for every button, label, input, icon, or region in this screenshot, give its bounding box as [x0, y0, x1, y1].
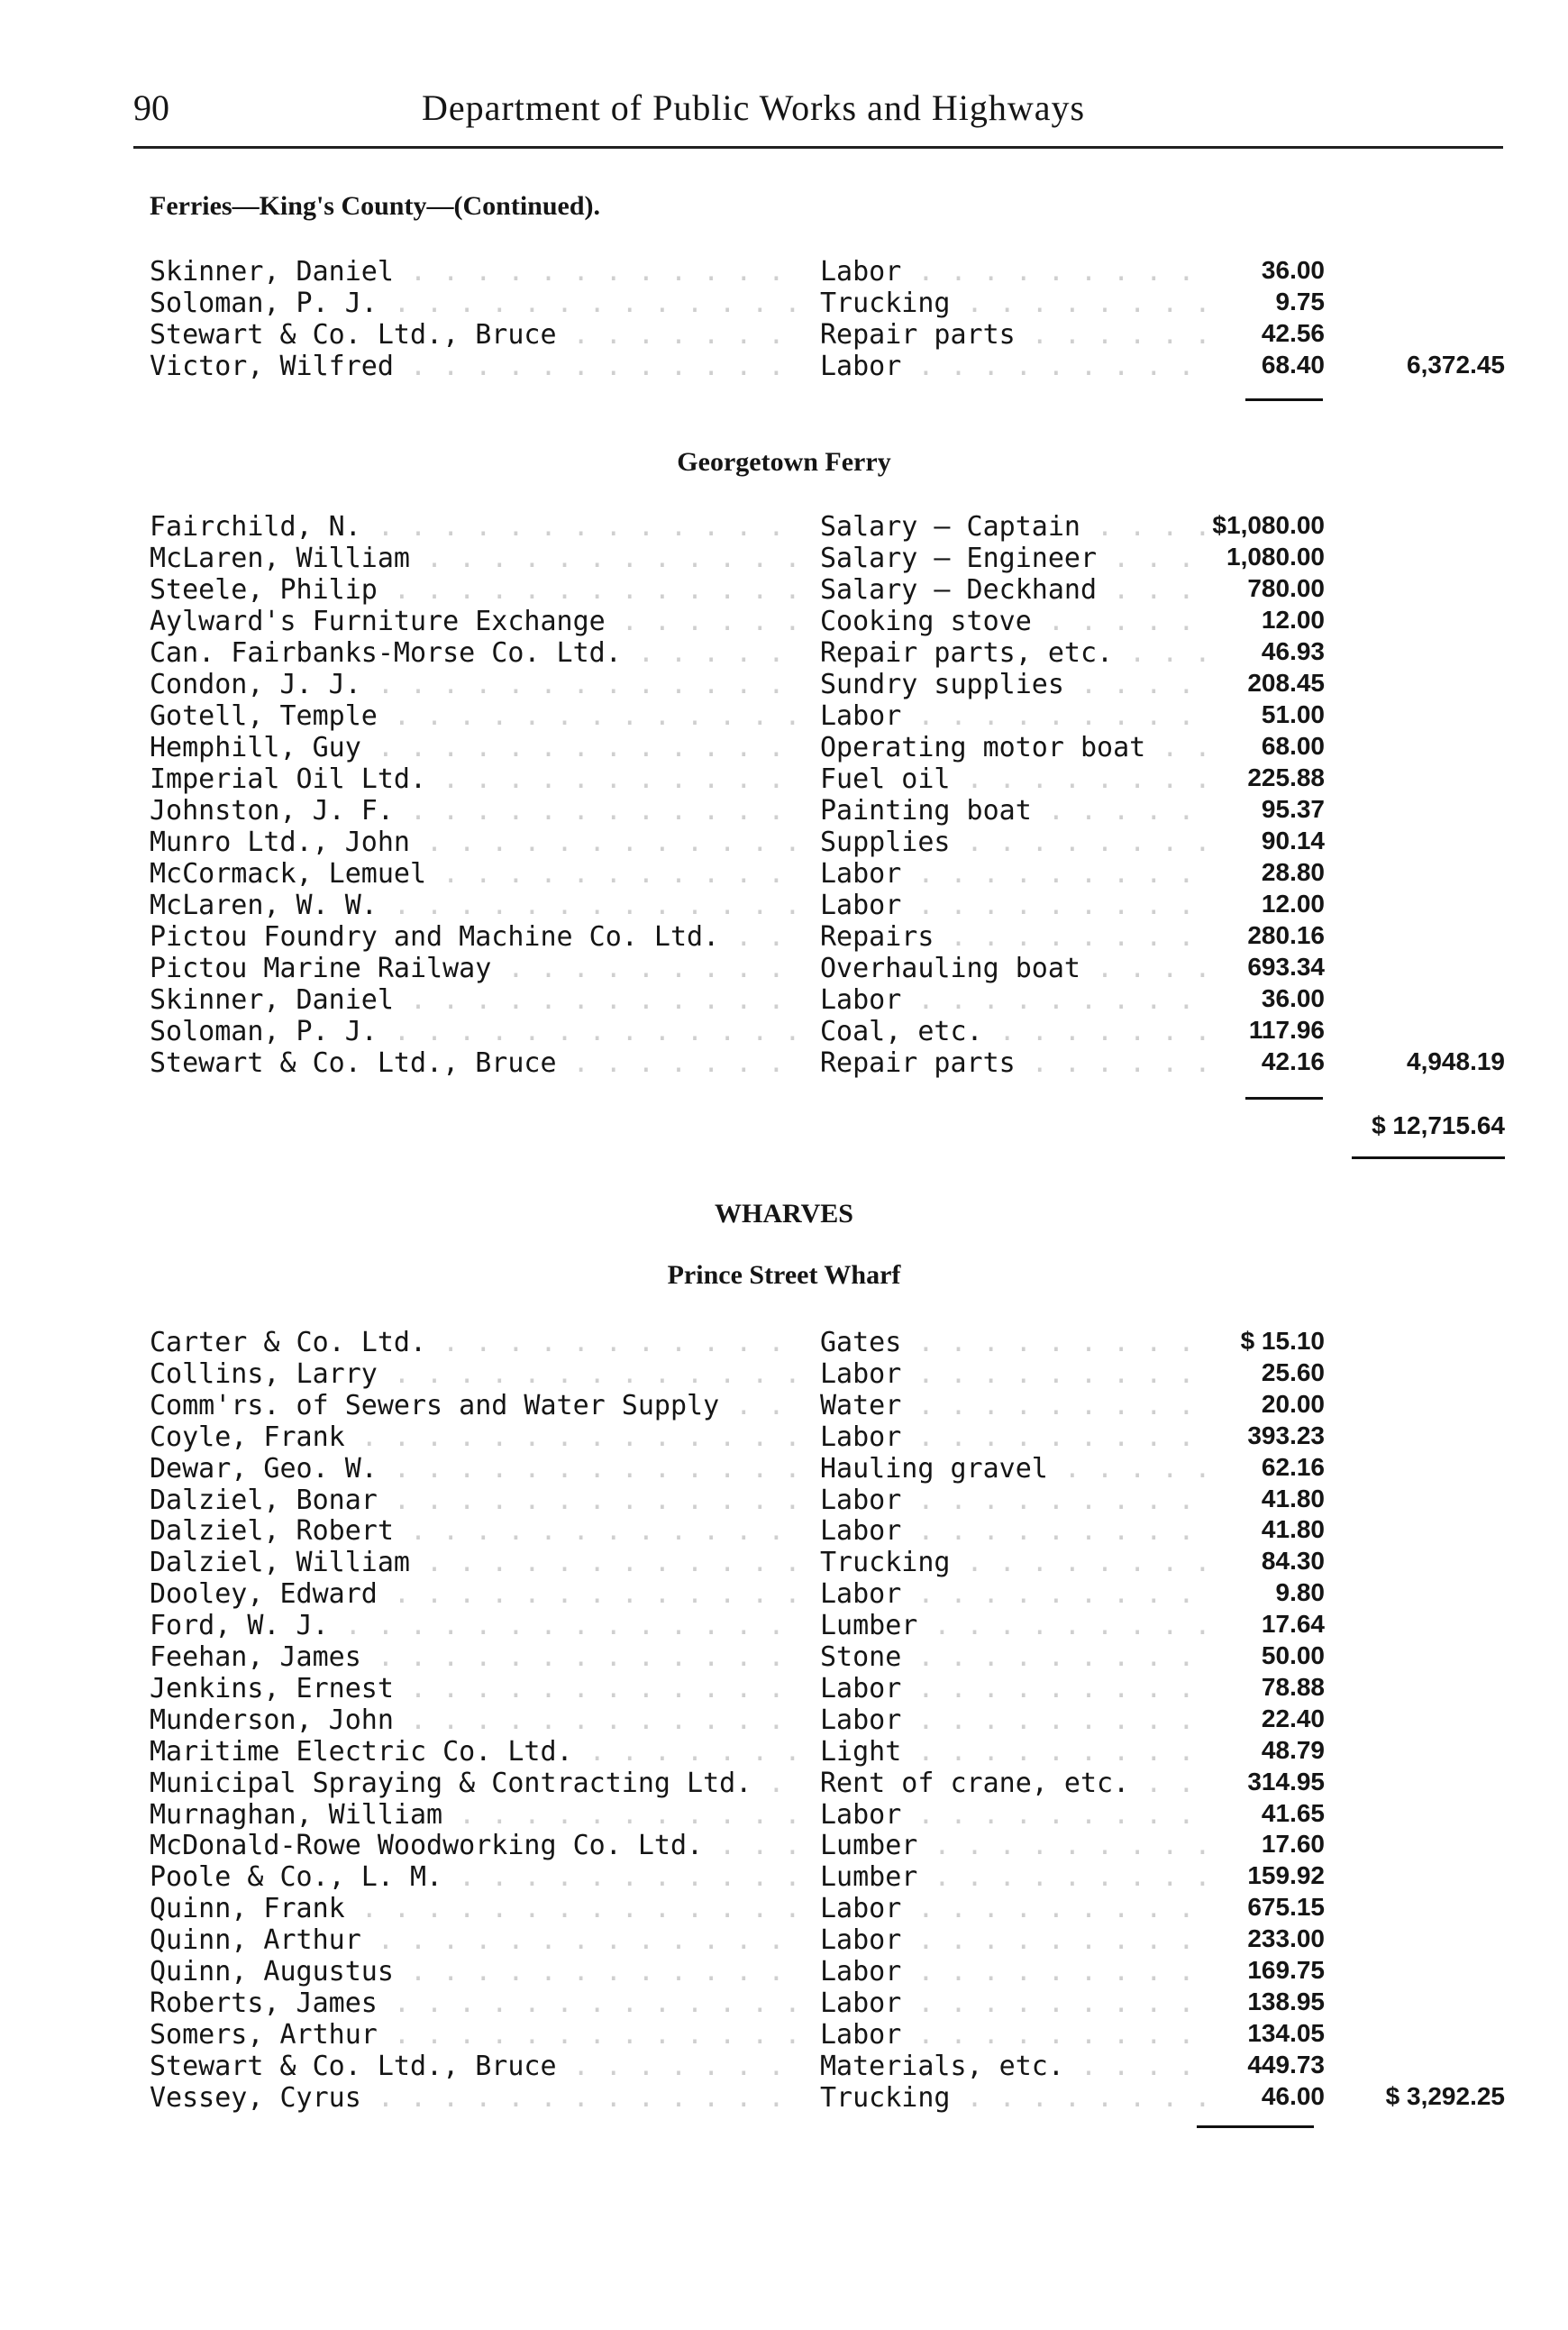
expense-item: Labor . . .	[820, 984, 1208, 1016]
expense-item: Stone . . .	[820, 1641, 1208, 1673]
payee-name: Pictou Foundry and Machine Co. Ltd. . . .	[150, 921, 798, 953]
ledger-row	[0, 1453, 1568, 1485]
payee-name: Gotell, Temple . . .	[150, 700, 798, 732]
expense-item: Labor . . .	[820, 1485, 1208, 1516]
payee-name: Dalziel, Bonar . . .	[150, 1485, 798, 1516]
amount: 280.16	[1247, 921, 1325, 949]
expense-item: Labor . . .	[820, 1987, 1208, 2019]
ledger-row	[0, 574, 1568, 606]
payee-name: Munro Ltd., John . . .	[150, 827, 798, 858]
amount: 95.37	[1261, 795, 1325, 823]
expense-item: Labor . . .	[820, 1924, 1208, 1956]
ledger-row	[0, 669, 1568, 700]
amount: 17.60	[1261, 1830, 1325, 1859]
section-heading-wharves: WHARVES	[715, 1199, 853, 1229]
expense-item: Salary — Captain . . .	[820, 511, 1208, 543]
ledger-row	[0, 1924, 1568, 1956]
expense-item: Labor . . .	[820, 1673, 1208, 1704]
amount: 233.00	[1247, 1924, 1325, 1953]
expense-item: Labor . . .	[820, 351, 1208, 382]
payee-name: Murnaghan, William . . .	[150, 1799, 798, 1831]
ledger-row	[0, 1578, 1568, 1610]
ledger-row	[0, 2051, 1568, 2082]
amount: 449.73	[1247, 2050, 1325, 2079]
expense-item: Salary — Deckhand . . .	[820, 574, 1208, 606]
ledger-row	[0, 2019, 1568, 2051]
payee-name: Soloman, P. J. . . .	[150, 1016, 798, 1047]
expense-item: Labor . . .	[820, 858, 1208, 890]
ledger-row	[0, 700, 1568, 732]
payee-name: Somers, Arthur . . .	[150, 2019, 798, 2051]
amount: 22.40	[1261, 1704, 1325, 1732]
expense-item: Repairs . . .	[820, 921, 1208, 953]
payee-name: Imperial Oil Ltd. . . .	[150, 763, 798, 795]
payee-name: McCormack, Lemuel . . .	[150, 858, 798, 890]
expense-item: Hauling gravel . . .	[820, 1453, 1208, 1485]
ledger-row	[0, 1641, 1568, 1673]
expense-item: Sundry supplies . . .	[820, 669, 1208, 700]
payee-name: Maritime Electric Co. Ltd. . . .	[150, 1736, 798, 1768]
payee-name: Steele, Philip . . .	[150, 574, 798, 606]
amount: 51.00	[1261, 700, 1325, 728]
amount: 17.64	[1261, 1610, 1325, 1639]
amount: 41.65	[1261, 1798, 1325, 1827]
ledger-row	[0, 2082, 1568, 2114]
ledger-row	[0, 1861, 1568, 1893]
amount: 42.16	[1261, 1047, 1325, 1075]
amount: 46.00	[1261, 2081, 1325, 2110]
amount: $1,080.00	[1212, 511, 1325, 539]
expense-item: Labor . . .	[820, 1515, 1208, 1547]
amount: 90.14	[1261, 827, 1325, 854]
payee-name: Stewart & Co. Ltd., Bruce . . .	[150, 2051, 798, 2082]
expense-item: Gates . . .	[820, 1327, 1208, 1358]
ledger-row	[0, 953, 1568, 984]
ledger-row	[0, 1515, 1568, 1547]
expense-item: Labor . . .	[820, 1799, 1208, 1831]
payee-name: Vessey, Cyrus . . .	[150, 2082, 798, 2114]
expense-item: Lumber . . .	[820, 1861, 1208, 1893]
expense-item: Labor . . .	[820, 1358, 1208, 1390]
payee-name: Skinner, Daniel . . .	[150, 984, 798, 1016]
ledger-row	[0, 763, 1568, 795]
amount: 314.95	[1247, 1767, 1325, 1795]
amount: 780.00	[1247, 574, 1325, 602]
ledger-row	[0, 795, 1568, 827]
amount: 20.00	[1261, 1389, 1325, 1418]
ledger-row	[0, 1830, 1568, 1861]
amount: 693.34	[1247, 953, 1325, 981]
grand-total-rule	[1352, 1156, 1505, 1159]
amount: $ 15.10	[1240, 1327, 1325, 1355]
expense-item: Labor . . .	[820, 1578, 1208, 1610]
payee-name: Victor, Wilfred . . .	[150, 351, 798, 382]
expense-item: Supplies . . .	[820, 827, 1208, 858]
payee-name: Munderson, John . . .	[150, 1704, 798, 1736]
amount: 36.00	[1261, 984, 1325, 1012]
expense-item: Lumber . . .	[820, 1830, 1208, 1861]
expense-item: Labor . . .	[820, 1956, 1208, 1987]
ledger-row	[0, 1956, 1568, 1987]
expense-item: Labor . . .	[820, 1893, 1208, 1924]
payee-name: Johnston, J. F. . . .	[150, 795, 798, 827]
ledger-row	[0, 1893, 1568, 1924]
ledger-row	[0, 1016, 1568, 1047]
expense-item: Rent of crane, etc. . . .	[820, 1768, 1208, 1799]
section-heading-georgetown: Georgetown Ferry	[677, 447, 891, 477]
payee-name: Fairchild, N. . . .	[150, 511, 798, 543]
amount: 50.00	[1261, 1641, 1325, 1669]
ledger-row	[0, 1704, 1568, 1736]
ledger-row	[0, 1736, 1568, 1768]
payee-name: Quinn, Arthur . . .	[150, 1924, 798, 1956]
payee-name: Ford, W. J. . . .	[150, 1610, 798, 1641]
amount: 12.00	[1261, 890, 1325, 918]
grand-total-ferries: $ 12,715.64	[1372, 1111, 1505, 1139]
section-total: $ 3,292.25	[1385, 2081, 1505, 2110]
expense-item: Labor . . .	[820, 700, 1208, 732]
expense-item: Repair parts, etc. . . .	[820, 637, 1208, 669]
amount: 12.00	[1261, 606, 1325, 634]
payee-name: Coyle, Frank . . .	[150, 1421, 798, 1453]
ledger-row	[0, 637, 1568, 669]
ledger-row	[0, 858, 1568, 890]
expense-item: Painting boat . . .	[820, 795, 1208, 827]
amount: 393.23	[1247, 1421, 1325, 1449]
amount: 41.80	[1261, 1484, 1325, 1512]
amount: 28.80	[1261, 858, 1325, 886]
amount: 78.88	[1261, 1672, 1325, 1701]
payee-name: Jenkins, Ernest . . .	[150, 1673, 798, 1704]
ledger-row	[0, 1358, 1568, 1390]
amount: 169.75	[1247, 1956, 1325, 1984]
expense-item: Repair parts . . .	[820, 319, 1208, 351]
expense-item: Water . . .	[820, 1390, 1208, 1421]
expense-item: Coal, etc. . . .	[820, 1016, 1208, 1047]
expense-item: Light . . .	[820, 1736, 1208, 1768]
payee-name: Dewar, Geo. W. . . .	[150, 1453, 798, 1485]
ledger-row	[0, 1799, 1568, 1831]
amount: 208.45	[1247, 669, 1325, 697]
ledger-row	[0, 921, 1568, 953]
subtotal-rule-wharves	[1197, 2125, 1314, 2128]
ledger-row	[0, 606, 1568, 637]
amount: 41.80	[1261, 1515, 1325, 1544]
expense-item: Materials, etc. . . .	[820, 2051, 1208, 2082]
payee-name: Dalziel, William . . .	[150, 1547, 798, 1578]
ledger-row	[0, 827, 1568, 858]
amount: 9.75	[1275, 288, 1325, 315]
subtotal-rule-kings	[1245, 398, 1323, 401]
amount: 68.40	[1261, 351, 1325, 379]
payee-name: Poole & Co., L. M. . . .	[150, 1861, 798, 1893]
payee-name: McLaren, William . . .	[150, 543, 798, 574]
payee-name: McLaren, W. W. . . .	[150, 890, 798, 921]
ledger-row	[0, 1547, 1568, 1578]
ledger-row	[0, 1390, 1568, 1421]
ledger-row	[0, 1768, 1568, 1799]
ledger-row	[0, 288, 1568, 319]
payee-name: Carter & Co. Ltd. . . .	[150, 1327, 798, 1358]
payee-name: Aylward's Furniture Exchange . . .	[150, 606, 798, 637]
ledger-row	[0, 1987, 1568, 2019]
expense-item: Trucking . . .	[820, 1547, 1208, 1578]
expense-item: Labor . . .	[820, 890, 1208, 921]
amount: 1,080.00	[1226, 543, 1325, 571]
page-title: Department of Public Works and Highways	[422, 87, 1086, 128]
header-rule	[133, 146, 1503, 149]
expense-item: Cooking stove . . .	[820, 606, 1208, 637]
payee-name: Dooley, Edward . . .	[150, 1578, 798, 1610]
section-total: 6,372.45	[1407, 351, 1505, 379]
section-total: 4,948.19	[1407, 1047, 1505, 1075]
amount: 138.95	[1247, 1987, 1325, 2015]
ledger-row	[0, 1610, 1568, 1641]
expense-item: Labor . . .	[820, 2019, 1208, 2051]
expense-item: Repair parts . . .	[820, 1047, 1208, 1079]
amount: 117.96	[1248, 1016, 1325, 1044]
ledger-row	[0, 543, 1568, 574]
expense-item: Salary — Engineer . . .	[820, 543, 1208, 574]
amount: 225.88	[1247, 763, 1325, 791]
payee-name: Pictou Marine Railway . . .	[150, 953, 798, 984]
section-subheading-prince-street: Prince Street Wharf	[667, 1260, 901, 1290]
payee-name: Skinner, Daniel . . .	[150, 256, 798, 288]
payee-name: Soloman, P. J. . . .	[150, 288, 798, 319]
ledger-row	[0, 1485, 1568, 1516]
expense-item: Lumber . . .	[820, 1610, 1208, 1641]
ledger-row	[0, 1421, 1568, 1453]
payee-name: McDonald-Rowe Woodworking Co. Ltd. . . .	[150, 1830, 798, 1861]
payee-name: Stewart & Co. Ltd., Bruce . . .	[150, 1047, 798, 1079]
ledger-row	[0, 984, 1568, 1016]
expense-item: Labor . . .	[820, 256, 1208, 288]
payee-name: Can. Fairbanks-Morse Co. Ltd. . . .	[150, 637, 798, 669]
payee-name: Hemphill, Guy . . .	[150, 732, 798, 763]
expense-item: Trucking . . .	[820, 2082, 1208, 2114]
subtotal-rule-georgetown	[1245, 1097, 1323, 1100]
ledger-row	[0, 1327, 1568, 1358]
amount: 134.05	[1247, 2018, 1325, 2047]
payee-name: Stewart & Co. Ltd., Bruce . . .	[150, 319, 798, 351]
ledger-row	[0, 319, 1568, 351]
expense-item: Operating motor boat . . .	[820, 732, 1208, 763]
payee-name: Quinn, Augustus . . .	[150, 1956, 798, 1987]
amount: 675.15	[1247, 1893, 1325, 1922]
expense-item: Fuel oil . . .	[820, 763, 1208, 795]
amount: 42.56	[1261, 319, 1325, 347]
amount: 36.00	[1261, 256, 1325, 284]
amount: 9.80	[1275, 1578, 1325, 1607]
expense-item: Trucking . . .	[820, 288, 1208, 319]
ledger-row	[0, 1673, 1568, 1704]
payee-name: Roberts, James . . .	[150, 1987, 798, 2019]
payee-name: Dalziel, Robert . . .	[150, 1515, 798, 1547]
amount: 25.60	[1261, 1357, 1325, 1386]
amount: 68.00	[1261, 732, 1325, 760]
amount: 159.92	[1247, 1861, 1325, 1890]
payee-name: Feehan, James . . .	[150, 1641, 798, 1673]
amount: 48.79	[1261, 1735, 1325, 1764]
payee-name: Quinn, Frank . . .	[150, 1893, 798, 1924]
amount: 84.30	[1261, 1547, 1325, 1576]
payee-name: Collins, Larry . . .	[150, 1358, 798, 1390]
payee-name: Comm'rs. of Sewers and Water Supply . . .	[150, 1390, 798, 1421]
page-number: 90	[133, 87, 169, 128]
ledger-row	[0, 511, 1568, 543]
expense-item: Labor . . .	[820, 1421, 1208, 1453]
payee-name: Condon, J. J. . . .	[150, 669, 798, 700]
expense-item: Overhauling boat . . .	[820, 953, 1208, 984]
payee-name: Municipal Spraying & Contracting Ltd. . . .	[150, 1768, 798, 1799]
amount: 46.93	[1261, 637, 1325, 665]
running-head	[133, 87, 1503, 141]
section-heading-kings-county: Ferries—King's County—(Continued).	[150, 191, 601, 221]
amount: 62.16	[1261, 1452, 1325, 1481]
expense-item: Labor . . .	[820, 1704, 1208, 1736]
ledger-row	[0, 351, 1568, 382]
ledger-row	[0, 890, 1568, 921]
ledger-row	[0, 732, 1568, 763]
ledger-row	[0, 1047, 1568, 1079]
ledger-row	[0, 256, 1568, 288]
